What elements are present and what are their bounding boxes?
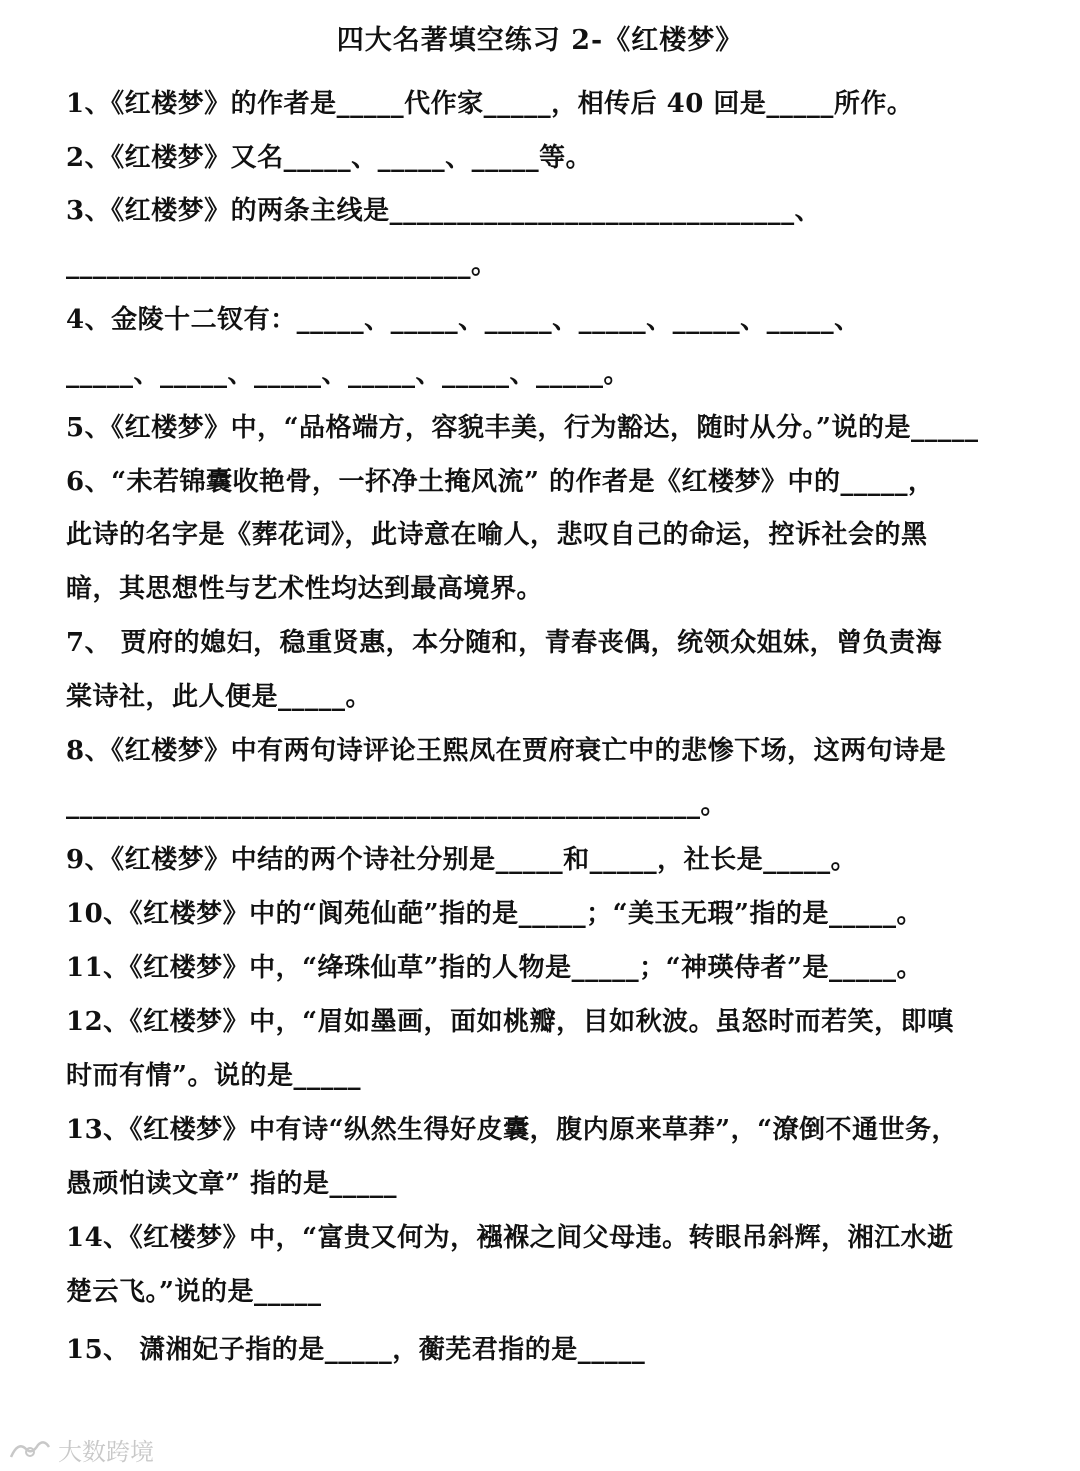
question-9-line: 9、《红楼梦》中结的两个诗社分别是_____和_____，社长是_____。: [66, 845, 858, 875]
question-11-line: 11、《红楼梦》中，“绛珠仙草”指的人物是_____；“神瑛侍者”是_____。: [66, 953, 924, 983]
question-4-continued: _____、_____、_____、_____、_____、_____。: [66, 359, 631, 389]
question-14-line: 14、《红楼梦》中，“富贵又何为，襁褓之间父母违。转眼吊斜辉，湘江水逝: [66, 1223, 954, 1253]
question-15-line: 15、 潇湘妃子指的是_____，蘅芜君指的是_____: [66, 1335, 646, 1365]
brand-logo-icon: [8, 1437, 52, 1463]
question-14-continued: 楚云飞。”说的是_____: [66, 1277, 322, 1307]
question-13-line: 13、《红楼梦》中有诗“纵然生得好皮囊，腹内原来草莽”，“潦倒不通世务，: [66, 1115, 959, 1145]
question-8-line: 8、《红楼梦》中有两句诗评论王熙凤在贾府衰亡中的悲惨下场，这两句诗是: [66, 736, 947, 766]
question-1-line: 1、《红楼梦》的作者是_____代作家_____，相传后 40 回是_____所作。: [66, 89, 914, 119]
watermark-text: 大数跨境: [58, 1438, 154, 1466]
question-2-line: 2、《红楼梦》又名_____、_____、_____等。: [66, 143, 593, 173]
question-6-continued-2: 暗，其思想性与艺术性均达到最高境界。: [66, 574, 544, 604]
question-7-line: 7、 贾府的媳妇，稳重贤惠，本分随和，青春丧偶，统领众姐妹，曾负责海: [66, 628, 943, 658]
question-3-continued: ______________________________。: [66, 250, 498, 280]
question-6-line: 6、“未若锦囊收艳骨，一抔净土掩风流” 的作者是《红楼梦》中的_____，: [66, 467, 935, 497]
question-13-continued: 愚顽怕读文章” 指的是_____: [66, 1169, 398, 1199]
watermark: [8, 1432, 154, 1467]
question-12-line: 12、《红楼梦》中，“眉如墨画，面如桃瓣，目如秋波。虽怒时而若笑，即嗔: [66, 1007, 954, 1037]
question-6-continued-1: 此诗的名字是《葬花词》，此诗意在喻人，悲叹自己的命运，控诉社会的黑: [66, 520, 928, 550]
question-4-line: 4、金陵十二钗有：_____、_____、_____、_____、_____、_____、: [66, 305, 861, 335]
question-7-continued: 棠诗社，此人便是_____。: [66, 682, 373, 712]
question-3-line: 3、《红楼梦》的两条主线是______________________________、: [66, 196, 822, 226]
question-8-continued: _______________________________________________。: [66, 790, 727, 820]
question-10-line: 10、《红楼梦》中的“阆苑仙葩”指的是_____；“美玉无瑕”指的是_____。: [66, 899, 924, 929]
page-title: 四大名著填空练习 2-《红楼梦》: [336, 25, 744, 56]
question-12-continued: 时而有情”。说的是_____: [66, 1061, 361, 1091]
question-5-line: 5、《红楼梦》中，“品格端方，容貌丰美，行为豁达，随时从分。”说的是_____: [66, 413, 979, 443]
